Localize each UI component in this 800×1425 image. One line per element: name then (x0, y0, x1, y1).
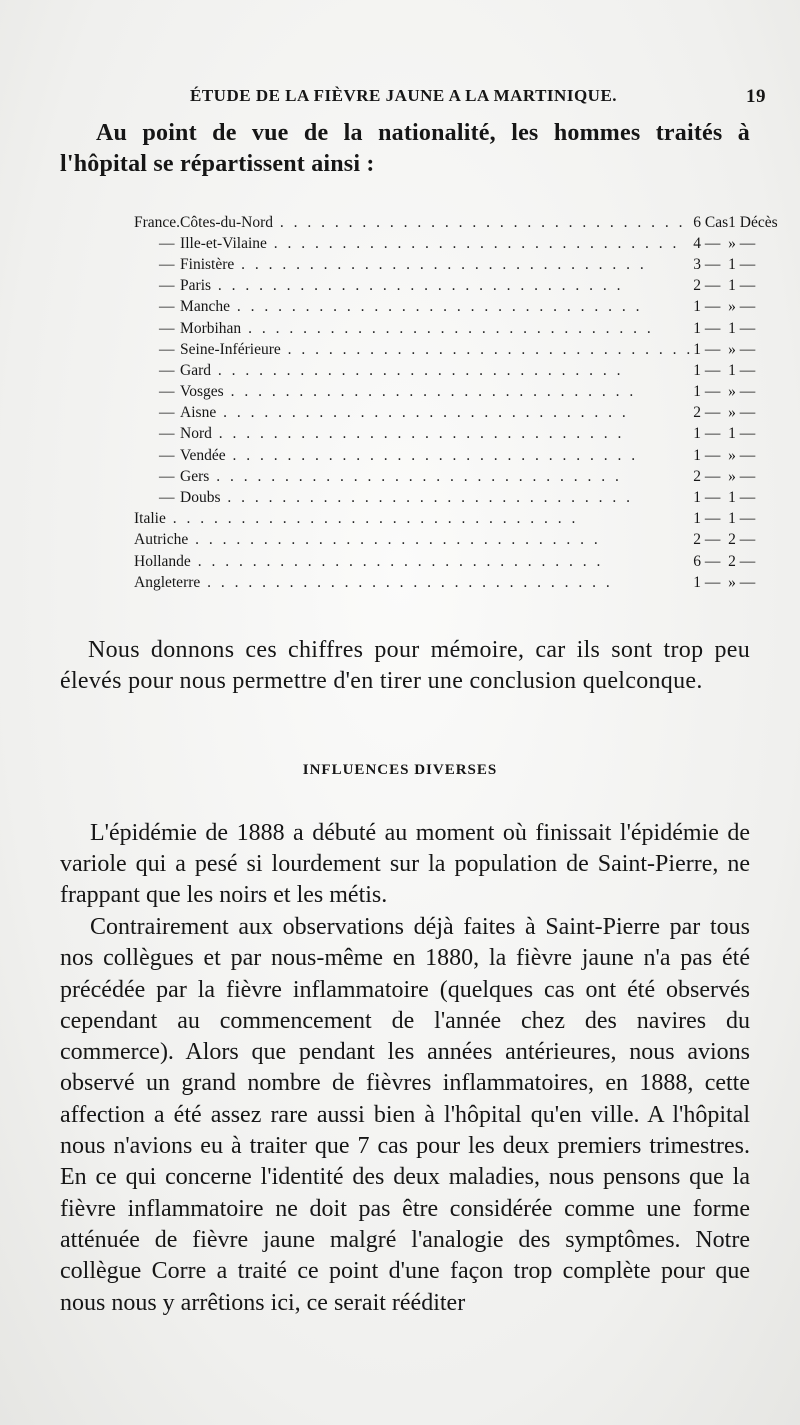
country-cell (134, 297, 180, 318)
dot-leader: . . . . . . . . . . . . . . . . . . . . . . . . . . . . . . (211, 277, 624, 295)
country-label: — (159, 404, 175, 422)
cases-cell (693, 445, 728, 466)
table-row (134, 360, 778, 381)
country-label: — (159, 383, 175, 401)
region-cell (180, 254, 693, 275)
cases-cell (693, 360, 728, 381)
cases-cell (693, 572, 728, 593)
dot-leader: . . . . . . . . . . . . . . . . . . . . . . . . . . . . . . (188, 531, 601, 549)
country-cell (134, 360, 180, 381)
cases-cell (693, 403, 728, 424)
deaths-cell (728, 212, 778, 233)
table-row (134, 487, 778, 508)
cases-value: 1 — (693, 298, 721, 316)
dot-leader: . . . . . . . . . . . . . . . . . . . . . . . . . . . . . . (220, 489, 634, 507)
country-label: — (159, 319, 175, 337)
table-row (134, 403, 778, 424)
deaths-cell (728, 530, 778, 551)
region-cell (180, 487, 693, 508)
page-number: 19 (746, 86, 766, 107)
dot-leader: . . . . . . . . . . . . . . . . . . . . . . . . . . . . . . (229, 298, 643, 316)
cases-value: 1 — (693, 446, 721, 464)
dot-leader: . . . . . . . . . . . . . . . . . . . . . . . . . . . . . . (223, 383, 637, 401)
cases-cell (693, 276, 728, 297)
country-cell (134, 318, 180, 339)
deaths-value: 1 — (728, 510, 756, 528)
country-cell (134, 530, 693, 551)
cases-cell (693, 318, 728, 339)
cases-cell (693, 509, 728, 530)
table-row (134, 233, 778, 254)
cases-value: 2 — (693, 467, 721, 485)
table-row (134, 382, 778, 403)
region-cell (180, 466, 693, 487)
dot-leader: . . . . . . . . . . . . . . . . . . . . . . . . . . . . . . (225, 446, 639, 464)
table-row (134, 551, 778, 572)
table-row (134, 339, 778, 360)
region-label: Gard (180, 361, 212, 379)
country-label: Hollande (134, 552, 191, 570)
country-cell (134, 254, 180, 275)
country-label: — (159, 467, 175, 485)
country-label: — (159, 255, 175, 273)
deaths-value: » — (728, 298, 756, 316)
country-label: — (159, 298, 175, 316)
deaths-cell (728, 445, 778, 466)
dot-leader: . . . . . . . . . . . . . . . . . . . . . . . . . . . . . . (211, 425, 625, 443)
deaths-value: 1 — (728, 489, 756, 507)
table-row (134, 572, 778, 593)
cases-cell (693, 487, 728, 508)
cases-cell (693, 382, 728, 403)
deaths-cell (728, 297, 778, 318)
country-label: France. (134, 213, 181, 231)
region-cell (180, 233, 693, 254)
country-cell (134, 276, 180, 297)
table-row (134, 445, 778, 466)
region-cell (180, 424, 693, 445)
deaths-cell (728, 276, 778, 297)
country-label: Italie (134, 510, 166, 528)
cases-value: 2 — (693, 404, 721, 422)
deaths-value: » — (728, 340, 756, 358)
deaths-cell (728, 233, 778, 254)
cases-cell (693, 466, 728, 487)
deaths-cell (728, 339, 778, 360)
cases-value: 6 — (693, 552, 721, 570)
dot-leader: . . . . . . . . . . . . . . . . . . . . . . . . . . . . . . (241, 319, 654, 337)
cases-value: 1 — (693, 340, 721, 358)
deaths-value: 2 — (728, 531, 756, 549)
cases-header: Cas (701, 213, 729, 231)
cases-value: 6 (693, 213, 701, 231)
country-label: — (159, 489, 175, 507)
deaths-value: » — (728, 467, 756, 485)
country-cell (134, 339, 180, 360)
country-label: Autriche (134, 531, 189, 549)
region-cell (180, 445, 693, 466)
deaths-value: 2 — (728, 552, 756, 570)
cases-cell (693, 424, 728, 445)
deaths-value: » — (728, 404, 756, 422)
cases-value: 2 — (693, 277, 721, 295)
cases-value: 1 — (693, 425, 721, 443)
table-row (134, 318, 778, 339)
deaths-value: 1 — (728, 319, 756, 337)
region-label: Gers (180, 467, 210, 485)
country-label: — (159, 234, 175, 252)
dot-leader: . . . . . . . . . . . . . . . . . . . . . . . . . . . . . . (266, 234, 680, 252)
region-label: Vendée (180, 446, 226, 464)
cases-cell (693, 551, 728, 572)
dot-leader: . . . . . . . . . . . . . . . . . . . . . . . . . . . . . . (273, 213, 686, 231)
deaths-value: 1 — (728, 425, 756, 443)
region-label: Paris (180, 277, 212, 295)
deaths-value: » — (728, 234, 756, 252)
dot-leader: . . . . . . . . . . . . . . . . . . . . . . . . . . . . . . (280, 340, 694, 358)
table-row (134, 424, 778, 445)
table-row (134, 297, 778, 318)
deaths-value: 1 — (728, 255, 756, 273)
running-title: ÉTUDE DE LA FIÈVRE JAUNE A LA MARTINIQUE. (190, 86, 618, 105)
observations-paragraph: Contrairement aux observations déjà faites à Saint-Pierre par tous nos collègues et par nous-même en 1880, la fièvre jaune n'a pas été précédée par la fièvre inflammatoire (quelques cas ont été observés cependant au commencement de l'année chez des navires du commerce). Alors que pendant les années antérieures, nous avions observé un grand nombre de fièvres inflammatoires, en 1888, cette affection a été assez rare aussi bien à l'hôpital qu'en ville. A l'hôpital nous n'avions eu à traiter que 7 cas pour les deux premiers trimestres. En ce qui concerne l'identité des deux maladies, nous pensons que la fièvre inflammatoire ne doit pas être considérée comme une forme atténuée de fièvre jaune malgré l'analogie des symptômes. Notre collègue Corre a traité ce point d'une façon trop complète pour que nous nous y arrêtions ici, ce serait rééditer (60, 914, 750, 1316)
country-cell (134, 466, 180, 487)
country-label: Angleterre (134, 573, 201, 591)
table-row (134, 509, 778, 530)
region-label: Doubs (180, 489, 221, 507)
cases-value: 1 — (693, 361, 721, 379)
country-label: — (159, 361, 175, 379)
deaths-cell (728, 424, 778, 445)
region-cell (180, 360, 693, 381)
deaths-value: 1 — (728, 361, 756, 379)
country-label: — (159, 340, 175, 358)
country-cell (134, 487, 180, 508)
deaths-cell (728, 466, 778, 487)
cases-cell (693, 297, 728, 318)
region-label: Vosges (180, 383, 224, 401)
cases-value: 4 — (693, 234, 721, 252)
cases-cell (693, 233, 728, 254)
table-row (134, 530, 778, 551)
region-cell (180, 339, 693, 360)
region-label: Manche (180, 298, 230, 316)
region-label: Finistère (180, 255, 235, 273)
dot-leader: . . . . . . . . . . . . . . . . . . . . . . . . . . . . . . (211, 361, 624, 379)
deaths-value: 1 — (728, 277, 756, 295)
country-cell (134, 509, 693, 530)
epidemic-paragraph: L'épidémie de 1888 a débuté au moment où finissait l'épidémie de variole qui a pesé si lourdement sur la population de Saint-Pierre, ne frappant que les noirs et les métis. (60, 820, 750, 908)
region-cell (180, 276, 693, 297)
cases-value: 1 — (693, 489, 721, 507)
region-label: Seine-Inférieure (180, 340, 281, 358)
deaths-value: » — (728, 446, 756, 464)
dot-leader: . . . . . . . . . . . . . . . . . . . . . . . . . . . . . . (200, 573, 613, 591)
dot-leader: . . . . . . . . . . . . . . . . . . . . . . . . . . . . . . (234, 255, 647, 273)
country-cell (134, 424, 180, 445)
region-label: Ille-et-Vilaine (180, 234, 267, 252)
country-cell (134, 403, 180, 424)
cases-cell (693, 530, 728, 551)
deaths-cell (728, 403, 778, 424)
region-cell (180, 318, 693, 339)
cases-cell (693, 254, 728, 275)
country-cell (134, 551, 693, 572)
table-row (134, 254, 778, 275)
nationality-table (134, 212, 778, 593)
cases-cell (693, 212, 728, 233)
cases-value: 1 — (693, 510, 721, 528)
country-cell (134, 572, 693, 593)
region-cell (180, 403, 693, 424)
deaths-cell (728, 572, 778, 593)
deaths-cell (728, 509, 778, 530)
dot-leader: . . . . . . . . . . . . . . . . . . . . . . . . . . . . . . (209, 467, 622, 485)
cases-value: 1 — (693, 319, 721, 337)
intro-paragraph: Au point de vue de la nationalité, les hommes traités à l'hôpital se répartissent ainsi : (60, 120, 750, 177)
deaths-value: » — (728, 383, 756, 401)
deaths-value: 1 (728, 213, 736, 231)
cases-value: 1 — (693, 573, 721, 591)
deaths-cell (728, 551, 778, 572)
deaths-header: Décès (735, 213, 778, 231)
cases-value: 3 — (693, 255, 721, 273)
cases-value: 1 — (693, 383, 721, 401)
region-cell (180, 212, 693, 233)
region-cell (180, 382, 693, 403)
dot-leader: . . . . . . . . . . . . . . . . . . . . . . . . . . . . . . (216, 404, 629, 422)
memo-paragraph: Nous donnons ces chiffres pour mémoire, car ils sont trop peu élevés pour nous permettre d'en tirer une conclusion quelconque. (60, 637, 750, 694)
section-title: INFLUENCES DIVERSES (302, 762, 498, 778)
region-label: Morbihan (180, 319, 242, 337)
nationality-table-body (134, 212, 778, 593)
deaths-cell (728, 487, 778, 508)
table-row (134, 466, 778, 487)
region-cell (180, 297, 693, 318)
region-label: Côtes-du-Nord (180, 213, 274, 231)
dot-leader: . . . . . . . . . . . . . . . . . . . . . . . . . . . . . . (165, 510, 579, 528)
table-row (134, 212, 778, 233)
cases-value: 2 — (693, 531, 721, 549)
country-label: — (159, 446, 175, 464)
deaths-cell (728, 254, 778, 275)
country-cell (134, 382, 180, 403)
region-label: Aisne (180, 404, 217, 422)
country-cell (134, 212, 180, 233)
deaths-cell (728, 360, 778, 381)
table-row (134, 276, 778, 297)
cases-cell (693, 339, 728, 360)
country-label: — (159, 277, 175, 295)
deaths-cell (728, 318, 778, 339)
deaths-value: » — (728, 573, 756, 591)
country-cell (134, 233, 180, 254)
dot-leader: . . . . . . . . . . . . . . . . . . . . . . . . . . . . . . (190, 552, 604, 570)
region-label: Nord (180, 425, 212, 443)
deaths-cell (728, 382, 778, 403)
country-label: — (159, 425, 175, 443)
country-cell (134, 445, 180, 466)
